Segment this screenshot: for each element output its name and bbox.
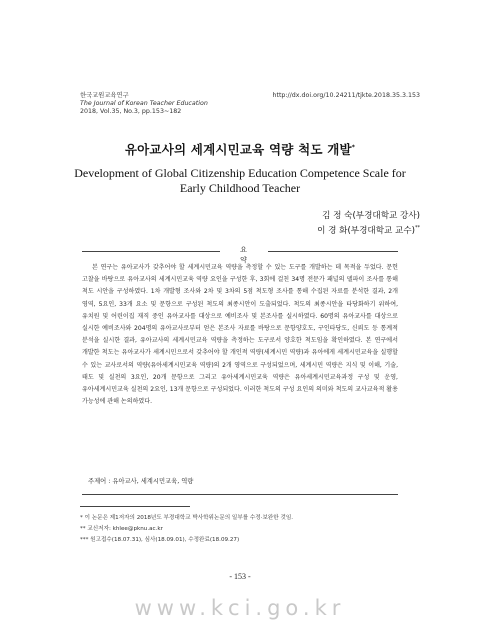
abstract-heading: 요 약 bbox=[220, 245, 268, 265]
doi-link[interactable]: http://dx.doi.org/10.24211/tjkte.2018.35.3.153 bbox=[272, 92, 420, 99]
footnote-2: ** 교신저자: khlee@pknu.ac.kr bbox=[80, 525, 163, 532]
footnotes bbox=[80, 513, 293, 545]
author-1 bbox=[317, 207, 420, 222]
page-number: - 153 - bbox=[229, 572, 251, 581]
abstract-body: 본 연구는 유아교사가 갖추어야 할 세계시민교육 역량을 측정할 수 있는 도구를 개발하는 데 목적을 두었다. 문헌 고찰을 바탕으로 유아교사의 세계시민교육 역량 요인을 구성한 후, 3회에 걸친 34명 전문가 패널의 델파이 조사를 통해 척도 시안을 구성하였다. 1차 개발형 조사와 2차 및 3차의 5점 척도형 조사를 통해 수집된 자료를 분석한 결과, 2개 영역, 5요인, 33개 요소 및 문항으로 구성된 척도의 최종시안이 도출되었다. 척도의 최종시안을 타당화하기 위하여, 유치원 및 어린이집 재직 중인 유아교사를 대상으로 예비조사 및 본조사를 실시하였다. 60명의 유아교사를 대상으로 실시한 예비조사와 204명의 유아교사로부터 얻은 본조사 자료를 바탕으로 문항양호도, 구인타당도, 신뢰도 등 통계적 분석을 실시한 결과, 유아교사의 세계시민교육 역량을 측정하는 도구로서 양호한 척도임을 확인하였다. 본 연구에서 개발한 척도는 유아교사가 세계시민으로서 갖추어야 할 개인적 역량(세계시민 역량)과 유아에게 세계시민교육을 실행할 수 있는 교사로서의 역량(유아세계시민교육 역량)의 2개 영역으로 구성되었으며, 세계시민 역량은 지식 및 이해, 기술, 태도 및 실천의 3요인, 20개 문항으로 그리고 유아세계시민교육 역량은 유아세계시민교육과정 구성 및 운영, 유아세계시민교육 실천의 2요인, 13개 문항으로 구성되었다. 이러한 척도의 구성 요인의 의미와 척도의 교사교육적 활용 가능성에 관해 논의하였다. bbox=[82, 264, 398, 406]
journal-name-en: The Journal of Korean Teacher Education bbox=[80, 100, 208, 107]
footnote-3: *** 원고접수(18.07.31), 심사(18.09.01), 수정완료(18.09.27) bbox=[80, 536, 240, 543]
title-english-line-2: Early Childhood Teacher bbox=[179, 180, 301, 195]
journal-name-ko: 한국교원교육연구 bbox=[80, 92, 129, 99]
author-1-text: 김 정 숙(부경대학교 강사) bbox=[322, 210, 420, 221]
title-korean-text: 유아교사의 세계시민교육 역량 척도 개발 bbox=[124, 142, 352, 157]
title-english bbox=[0, 166, 480, 195]
title-footnote-mark: * bbox=[351, 143, 356, 151]
journal-header bbox=[80, 92, 420, 116]
keywords: 주제어 : 유아교사, 세계시민교육, 역량 bbox=[88, 478, 194, 485]
author-list bbox=[317, 207, 420, 238]
watermark: www.kci.go.kr bbox=[134, 596, 346, 620]
author-2 bbox=[317, 222, 420, 237]
volume-info: 2018, Vol.35, No.3, pp.153~182 bbox=[80, 108, 182, 115]
abstract-bottom-rule bbox=[82, 494, 398, 495]
author-2-mark: ** bbox=[415, 225, 420, 232]
footnote-1: * 이 논문은 제1저자의 2018년도 부경대학교 박사학위논문의 일부를 수정·보완한 것임. bbox=[80, 515, 294, 521]
author-2-text: 이 경 화(부경대학교 교수) bbox=[317, 226, 415, 237]
title-korean bbox=[0, 140, 480, 158]
title-english-line-1: Development of Global Citizenship Education Competence Scale for bbox=[74, 166, 406, 180]
footnote-rule bbox=[80, 506, 190, 507]
